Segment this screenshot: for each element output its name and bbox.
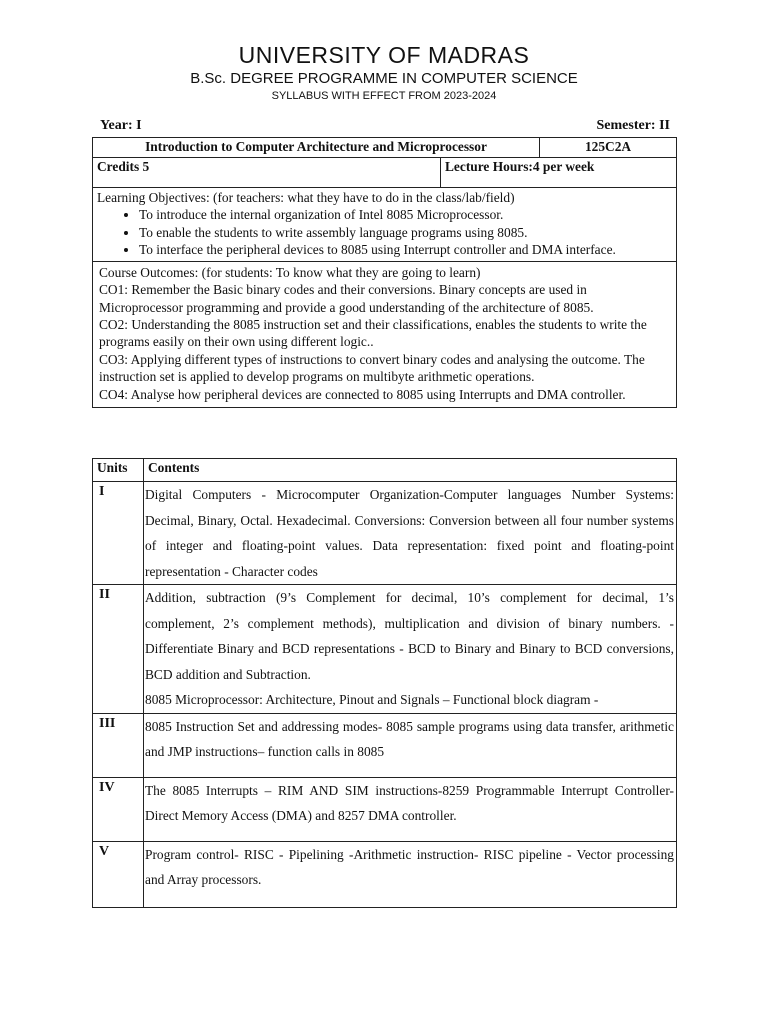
unit-contents xyxy=(144,841,677,907)
course-outcomes-heading: Course Outcomes: (for students: To know what they are going to learn) xyxy=(99,264,481,280)
unit-contents xyxy=(144,482,677,585)
syllabus-effect-line: SYLLABUS WITH EFFECT FROM 2023-2024 xyxy=(271,90,497,102)
programme-subtitle: B.Sc. DEGREE PROGRAMME IN COMPUTER SCIENCE xyxy=(190,70,578,87)
unit-contents xyxy=(144,713,677,777)
course-outcome-item: CO2: Understanding the 8085 instruction set and their classifications, enables the students to write the programs easily on their own using different logic.. xyxy=(99,316,647,350)
credits-cell: Credits 5 xyxy=(93,158,441,188)
course-title: Introduction to Computer Architecture and Microprocessor xyxy=(93,138,540,158)
course-outcome-item: CO3: Applying different types of instructions to convert binary codes and analysing the outcome. The instruction set is applied to develop programs on multibyte arithmetic operations. xyxy=(99,351,645,385)
unit-number: III xyxy=(93,713,144,777)
table-row xyxy=(93,841,677,907)
unit-content-text: Digital Computers - Microcomputer Organization-Computer languages Number Systems: Decimal, Binary, Octal. Hexadecimal. Conversions: Conversion between all four number systems of integer and floating-point values. Data representation: fixed point and floating-point representation - Character codes xyxy=(145,487,674,579)
list-item: • To interface the peripheral devices to 8085 using Interrupt controller and DMA interface. xyxy=(139,241,672,258)
university-title: UNIVERSITY OF MADRAS xyxy=(238,42,530,68)
learning-objectives-heading: Learning Objectives: (for teachers: what they have to do in the class/lab/field) xyxy=(97,190,515,205)
learning-objectives-list xyxy=(97,206,672,258)
semester-label: Semester: II xyxy=(596,118,670,133)
course-outcomes-cell xyxy=(93,261,677,407)
unit-content-text: 8085 Instruction Set and addressing modes- 8085 sample programs using data transfer, arithmetic and JMP instructions– function calls in 8085 xyxy=(145,718,674,759)
unit-number: I xyxy=(93,482,144,585)
unit-contents xyxy=(144,777,677,841)
unit-number: II xyxy=(93,585,144,714)
unit-content-text: Addition, subtraction (9’s Complement for decimal, 10’s complement for decimal, 1’s complement, 2’s complement methods), multiplication and division of binary numbers. - Differentiate Binary and BCD representations - BCD to Binary and Binary to BCD conversions, BCD addition and Subtraction. xyxy=(145,590,674,682)
table-row xyxy=(93,482,677,585)
unit-content-text: The 8085 Interrupts – RIM AND SIM instructions-8259 Programmable Interrupt Controller-Direct Memory Access (DMA) and 8257 DMA controller. xyxy=(145,782,674,823)
table-row xyxy=(93,713,677,777)
course-code: 125C2A xyxy=(540,138,677,158)
table-row xyxy=(93,777,677,841)
course-outcome-item: CO4: Analyse how peripheral devices are connected to 8085 using Interrupts and DMA controller. xyxy=(99,386,626,402)
unit-content-text: Program control- RISC - Pipelining -Arithmetic instruction- RISC pipeline - Vector processing and Array processors. xyxy=(145,846,674,887)
lecture-hours-cell: Lecture Hours:4 per week xyxy=(441,158,677,188)
units-table xyxy=(92,458,677,908)
units-table-header xyxy=(93,459,677,482)
course-info-table xyxy=(92,137,677,408)
unit-content-text: 8085 Microprocessor: Architecture, Pinout and Signals – Functional block diagram - xyxy=(145,692,599,707)
year-label: Year: I xyxy=(100,118,142,133)
unit-contents xyxy=(144,585,677,714)
unit-number: IV xyxy=(93,777,144,841)
unit-number: V xyxy=(93,841,144,907)
units-column-header: Units xyxy=(93,459,144,482)
course-outcome-item: CO1: Remember the Basic binary codes and their conversions. Binary concepts are used in Microprocessor programming and provide a good understanding of the architecture of 8085. xyxy=(99,282,594,315)
list-item: • To introduce the internal organization of Intel 8085 Microprocessor. xyxy=(139,206,672,223)
learning-objectives-cell xyxy=(93,188,677,262)
contents-column-header: Contents xyxy=(144,459,677,482)
list-item: • To enable the students to write assembly language programs using 8085. xyxy=(139,224,672,241)
table-row xyxy=(93,585,677,714)
